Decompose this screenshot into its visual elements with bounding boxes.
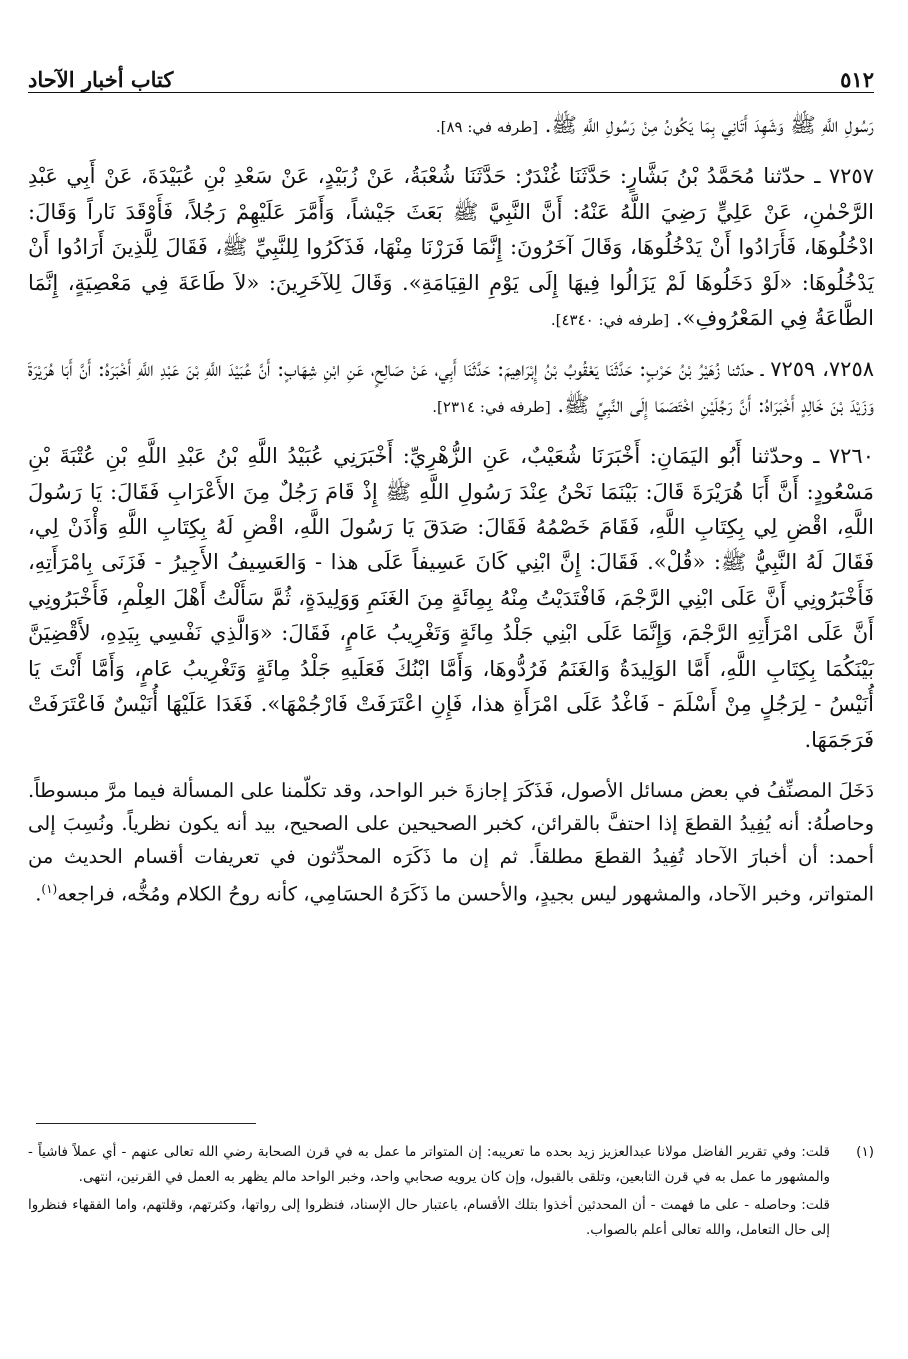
cross-reference: [طرفه في: ٨٩]. — [435, 118, 539, 136]
hadith-text: ٧٢٦٠ ـ وحدّثنا أَبُو اليَمَانِ: أَخْبَرَنَا شُعَيْبٌ، عَنِ الزُّهْرِيِّ: أَخْبَرَنِي عُبَيْدُ اللَّهِ بْنُ عَبْدِ اللَّهِ بْنِ عُتْبَةَ بْنِ مَسْعُودٍ: أَنَّ أَبَا هُرَيْرَةَ قَالَ: بَيْنَمَا نَحْنُ عِنْدَ رَسُولِ اللَّهِ ﷺ إِذْ قَامَ رَجُلٌ مِنَ الأَعْرَابِ فَقَالَ: يَا رَسُولَ اللَّهِ، اقْضِ لِي بِكِتَابِ اللَّهِ، فَقَامَ خَصْمُهُ فَقَالَ: صَدَقَ يَا رَسُولَ اللَّهِ، اقْضِ لَهُ بِكِتَابِ اللَّهِ وَأْذَنْ لِي، فَقَالَ لَهُ النَّبِيُّ ﷺ: «قُلْ». فَقَالَ: إِنَّ ابْنِي كَانَ عَسِيفاً عَلَى هذا - وَالعَسِيفُ الأَجِيرُ - فَزَنَى بِامْرَأَتِهِ، فَأَخْبَرُونِي أَنَّ عَلَى ابْنِي الرَّجْمَ، فَافْتَدَيْتُ مِنْهُ بِمِائَةٍ مِنَ الغَنَمِ وَوَلِيدَةٍ، ثُمَّ سَأَلْتُ أَهْلَ العِلْمِ، فَأَخْبَرُونِي أَنَّ عَلَى امْرَأَتِهِ الرَّجْمَ، وَإِنَّمَا عَلَى ابْنِي جَلْدُ مِائَةٍ وَتَغْرِيبُ عَامٍ، فَقَالَ: «وَالَّذِي نَفْسِي بِيَدِهِ، لأَقْضِيَنَّ بَيْنَكُمَا بِكِتَابِ اللَّهِ، أَمَّا الوَلِيدَةُ وَالغَنَمُ فَرُدُّوهَا، وَأَمَّا ابْنُكَ فَعَلَيهِ جَلْدُ مِائَةٍ وَتَغْرِيبُ عَامٍ، وَأَمَّا أَنْتَ يَا أُنَيْسُ - لِرَجُلٍ مِنْ أَسْلَمَ - فَاغْدُ عَلَى امْرَأَةِ هذا، فَإِنِ اعْتَرَفَتْ فَارْجُمْهَا». فَغَدَا عَلَيْهَا أُنَيْسٌ فَاعْتَرَفَتْ فَرَجَمَهَا. — [28, 444, 874, 752]
book-page — [28, 0, 874, 1359]
header-divider — [28, 92, 874, 93]
footnote-divider — [36, 1123, 256, 1124]
commentary-paragraph: دَخَلَ المصنِّفُ في بعض مسائل الأصول، فَذَكَرَ إجازةَ خبر الواحد، وقد تكلّمنا على المسألة فيما مرَّ مبسوطاً. وحاصلُهُ: أنه يُفِيدُ القطعَ إذا احتفَّ بالقرائن، كخبر الصحيحين على الصحيح، بيد أنه يكون نظرياً. ونُسِبَ إلى أحمد: أن أخبارَ الآحاد تُفِيدُ القطعَ مطلقاً. ثم إن ما ذَكَرَه المحدِّثون في تعريفات أقسام الحديث من المتواتر، وخبر الآحاد، والمشهور ليس بجيدٍ، والأحسن ما ذَكَرَهُ الحسَامِي، كأنه روحُ الكلام ومُخُّه، فراجعه$^{(١)}$. — [28, 778, 874, 906]
hadith-text: ٧٢٥٧ ـ حدّثنا مُحَمَّدُ بْنُ بَشَّارٍ: حَدَّثَنَا غُنْدَرٌ: حَدَّثَنَا شُعْبَةُ، عَنْ زُبَيْدٍ، عَنْ سَعْدِ بْنِ عُبَيْدَةَ، عَنْ أَبِي عَبْدِ الرَّحْمٰنِ، عَنْ عَلِيٍّ رَضِيَ اللَّهُ عَنْهُ: أَنَّ النَّبِيَّ ﷺ بَعَثَ جَيْشاً، وَأَمَّرَ عَلَيْهِمْ رَجُلاً، فَأَوْقَدَ نَاراً وَقَالَ: ادْخُلُوهَا، فَأَرَادُوا أَنْ يَدْخُلُوهَا، وَقَالَ آخَرُونَ: إِنَّمَا فَرَرْنَا مِنْهَا، فَذَكَرُوا لِلنَّبِيِّ ﷺ، فَقَالَ لِلَّذِينَ أَرَادُوا أَنْ يَدْخُلُوهَا: «لَوْ دَخَلُوهَا لَمْ يَزَالُوا فِيهَا إِلَى يَوْمِ القِيَامَةِ». وَقَالَ لِلآخَرِينَ: «لاَ طَاعَةَ فِي مَعْصِيَةٍ، إِنَّمَا الطَّاعَةُ فِي المَعْرُوفِ». — [28, 164, 874, 331]
cross-reference: [طرفه في: ٤٣٤٠]. — [550, 311, 670, 330]
running-title: كتاب أخبار الآحاد — [28, 67, 174, 92]
footnotes — [28, 1140, 874, 1246]
main-text — [28, 108, 874, 930]
hadith-paragraph — [28, 352, 874, 425]
commentary-text: دَخَلَ المصنِّفُ في بعض مسائل الأصول، فَذَكَرَ إجازةَ خبر الواحد، وقد تكلّمنا على المسألة فيما مرَّ مبسوطاً. وحاصلُهُ: أنه يُفِيدُ القطعَ إذا احتفَّ بالقرائن، كخبر الصحيحين على الصحيح، بيد أنه يكون نظرياً. ونُسِبَ إلى أحمد: أن أخبارَ الآحاد تُفِيدُ القطعَ مطلقاً. ثم إن ما ذَكَرَه المحدِّثون في تعريفات أقسام الحديث من المتواتر، وخبر الآحاد، والمشهور ليس بجيدٍ، والأحسن ما ذَكَرَهُ الحسَامِي، كأنه روحُ الكلام ومُخُّه، فراجعه — [28, 778, 874, 906]
footnote-reference[interactable]: (١) — [41, 881, 58, 896]
hadith-text: رَسُولِ اللَّهِ ﷺ وَشَهِدَ أَتَانِي بِمَا يَكُونُ مِنْ رَسُولِ اللَّهِ ﷺ. — [544, 113, 874, 137]
hadith-paragraph — [28, 159, 874, 338]
footnote — [28, 1140, 874, 1246]
footnote-paragraph: قلت: وفي تقرير الفاضل مولانا عبدالعزيز زيد بحده ما تعريبه: إن المتواتر ما عمل به في قرن الصحابة رضي الله تعالى عنهم - أي عملاً فاشياً - والمشهور ما عمل به في قرن التابعين، وتلقى بالقبول، وإن كان يرويه صحابي واحد، وخبر الواحد مالم يظهر به العمل في القرنين، انتهى. — [28, 1144, 830, 1185]
page-header — [28, 56, 874, 92]
hadith-paragraph — [28, 439, 874, 758]
footnote-marker: (١) — [856, 1144, 874, 1160]
hadith-text: ٧٢٥٨، ٧٢٥٩ ـ حدّثنا زُهَيْرُ بْنُ حَرْبٍ: حَدَّثَنَا يَعْقُوبُ بْنُ إِبْرَاهِيمَ: حَدَّثَنَا أَبِي، عَنْ صَالِحٍ، عَنِ ابْنِ شِهَابٍ: أَنَّ عُبَيْدَ اللَّهِ بْنَ عَبْدِ اللَّهِ أَخْبَرَهُ: أَنَّ أَبَا هُرَيْرَةَ وَزَيْدَ بْنَ خَالِدٍ أَخْبَرَاهُ: أَنَّ رَجُلَيْنِ اخْتَصَمَا إِلَى النَّبِيِّ ﷺ. — [28, 357, 875, 417]
footnote-body — [28, 1140, 830, 1246]
hadith-paragraph — [28, 108, 874, 145]
footnote-paragraph: قلت: وحاصله - على ما فهمت - أن المحدثين أخذوا بتلك الأقسام، باعتبار حال الإسناد، فنظروا إلى رواتها، وكثرتهم، وقلتهم، واما الفقهاء فنظروا إلى حال التعامل، والله تعالى أعلم بالصواب. — [28, 1197, 830, 1238]
cross-reference: [طرفه في: ٢٣١٤]. — [432, 397, 551, 416]
page-number: ٥١٢ — [840, 67, 874, 92]
